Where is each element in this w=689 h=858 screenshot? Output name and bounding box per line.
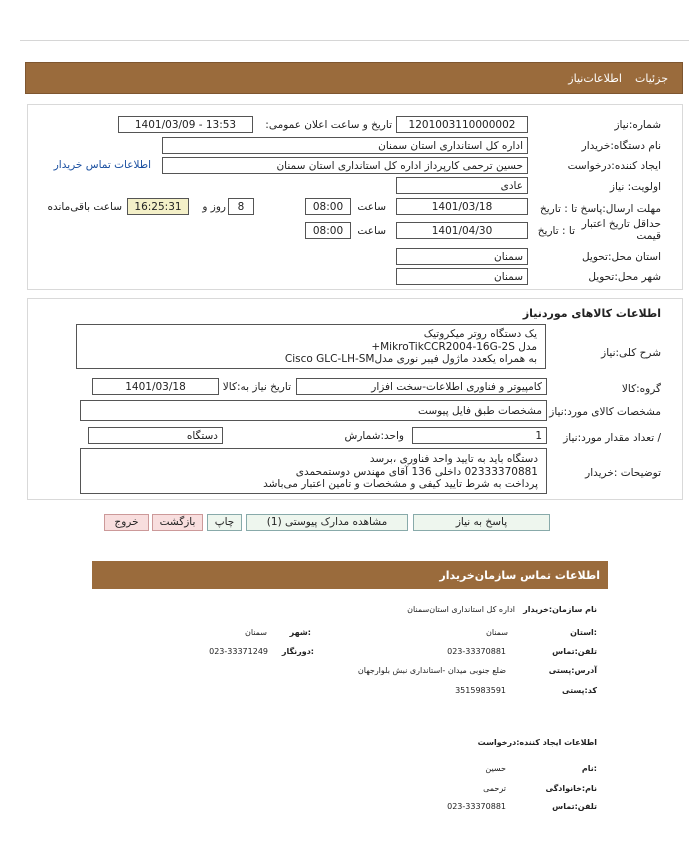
buyer-field: اداره کل استانداری استان سمنان (162, 137, 528, 154)
need-date-field: 1401/03/18 (92, 378, 219, 395)
creator-phone-label: تلفن:تماس (552, 802, 597, 811)
attachments-button[interactable]: مشاهده مدارک پیوستی (1) (246, 514, 408, 531)
validity-to-label: تا : تاریخ (537, 225, 575, 237)
quantity-label: / تعداد مقدار مورد:نیاز (563, 432, 661, 444)
fax-value: 023-33371249 (209, 647, 268, 656)
validity-date-field: 1401/04/30 (396, 222, 528, 239)
tab-need-info[interactable]: اطلاعات‌نیاز (568, 72, 622, 85)
creator-phone-value: 023-33370881 (447, 802, 506, 811)
need-number-field: 1201003110000002 (396, 116, 528, 133)
top-divider (20, 40, 689, 41)
quantity-field: 1 (412, 427, 547, 444)
announce-label: تاریخ و ساعت اعلان عمومی: (265, 119, 392, 131)
creator-info-title: اطلاعات ایجاد کننده:درخواست (477, 738, 597, 747)
deadline-date-field: 1401/03/18 (396, 198, 528, 215)
validity-time-field: 08:00 (305, 222, 351, 239)
spec-field: مشخصات طبق فایل پیوست (80, 400, 547, 421)
exit-button[interactable]: خروج (104, 514, 149, 531)
buyer-notes-label: توضیحات :خریدار (585, 467, 661, 479)
contact-phone-value: 023-33370881 (447, 647, 506, 656)
contact-header-bar (92, 561, 608, 589)
note-line: 02333370881 داخلی 136 آقای مهندس دوستمحمدی (295, 465, 538, 478)
contact-province-value: سمنان (485, 628, 508, 637)
unit-field: دستگاه (88, 427, 223, 444)
goods-group-label: گروه:کالا (621, 383, 661, 395)
print-button[interactable]: چاپ (207, 514, 242, 531)
spec-label: مشخصات کالای مورد:نیاز (549, 406, 661, 418)
address-label: آدرس:پستی (548, 666, 597, 675)
delivery-province-label: استان محل:تحویل (581, 251, 661, 263)
deadline-time-field: 08:00 (305, 198, 351, 215)
delivery-province-field: سمنان (396, 248, 528, 265)
price-validity-label: حداقل تاریخ اعتبار قیمت (581, 218, 661, 242)
creator-family-label: نام:خانوادگی (545, 784, 597, 793)
priority-field: عادی (396, 177, 528, 194)
goods-section-title: اطلاعات کالاهای موردنیاز (522, 307, 661, 320)
contact-city-value: سمنان (244, 628, 267, 637)
announce-field: 1401/03/09 - 13:53 (118, 116, 253, 133)
back-button[interactable]: بازگشت (152, 514, 203, 531)
time-remaining-field: 16:25:31 (127, 198, 189, 215)
deadline-time-label: ساعت (357, 201, 386, 213)
validity-time-label: ساعت (357, 225, 386, 237)
buyer-label: نام دستگاه:خریدار (581, 140, 661, 152)
address-value: ضلع جنوبی میدان -استانداری نبش بلوارجهان (357, 666, 506, 675)
creator-field: حسین ترحمی کارپرداز اداره کل استانداری استان سمنان (162, 157, 528, 174)
creator-family-value: ترحمی (483, 784, 506, 793)
contact-city-label: :شهر (289, 628, 311, 637)
note-line: دستگاه باید به تایید واحد فناوری ،برسد (369, 453, 538, 465)
days-remaining-field: 8 (228, 198, 254, 215)
respond-button[interactable]: پاسخ به نیاز (413, 514, 550, 531)
contact-phone-label: تلفن:تماس (552, 647, 597, 656)
general-desc-box (76, 324, 546, 369)
desc-line: یک دستگاه روتر میکروتیک (423, 328, 537, 340)
time-remaining-label: ساعت باقی‌مانده (47, 201, 122, 213)
general-desc-label: شرح کلی:نیاز (601, 347, 661, 359)
creator-label: ایجاد کننده:درخواست (567, 160, 661, 172)
desc-line: به همراه یکعدد ماژول فیبر نوری مدلCisco GLC-LH-SM (284, 353, 537, 365)
need-date-label: تاریخ نیاز به:کالا (222, 381, 291, 393)
creator-name-value: حسین (485, 764, 506, 773)
days-label: روز و (202, 201, 226, 213)
priority-label: اولویت: نیاز (609, 181, 661, 193)
deadline-label: مهلت ارسال:پاسخ تا : تاریخ (539, 203, 661, 215)
postal-code-label: کد:پستی (562, 686, 597, 695)
contact-section-title: اطلاعات تماس سازمان‌خریدار (439, 569, 600, 582)
buyer-contact-link[interactable]: اطلاعات تماس خریدار (53, 159, 151, 171)
delivery-city-field: سمنان (396, 268, 528, 285)
goods-group-field: کامپیوتر و فناوری اطلاعات-سخت افزار (296, 378, 547, 395)
delivery-city-label: شهر محل:تحویل (588, 271, 661, 283)
desc-line: مدل MikroTikCCR2004-16G-2S+ (371, 340, 537, 353)
contact-province-label: :استان (570, 628, 597, 637)
tab-details[interactable]: جزئیات (635, 72, 668, 85)
unit-label: واحد:شمارش (344, 430, 404, 442)
org-name-label: نام سازمان:خریدار (523, 605, 597, 614)
creator-name-label: :نام (581, 764, 597, 773)
buyer-notes-box (80, 448, 547, 494)
note-line: پرداخت به شرط تایید کیفی و مشخصات و تامین اعتبار می‌باشد (263, 478, 538, 490)
page-header (25, 62, 683, 94)
fax-label: :دورنگار (281, 647, 314, 656)
org-name-value: اداره کل استانداری استان‌سمنان (407, 605, 515, 614)
need-number-label: شماره:نیاز (614, 119, 661, 131)
postal-code-value: 3515983591 (455, 686, 506, 695)
